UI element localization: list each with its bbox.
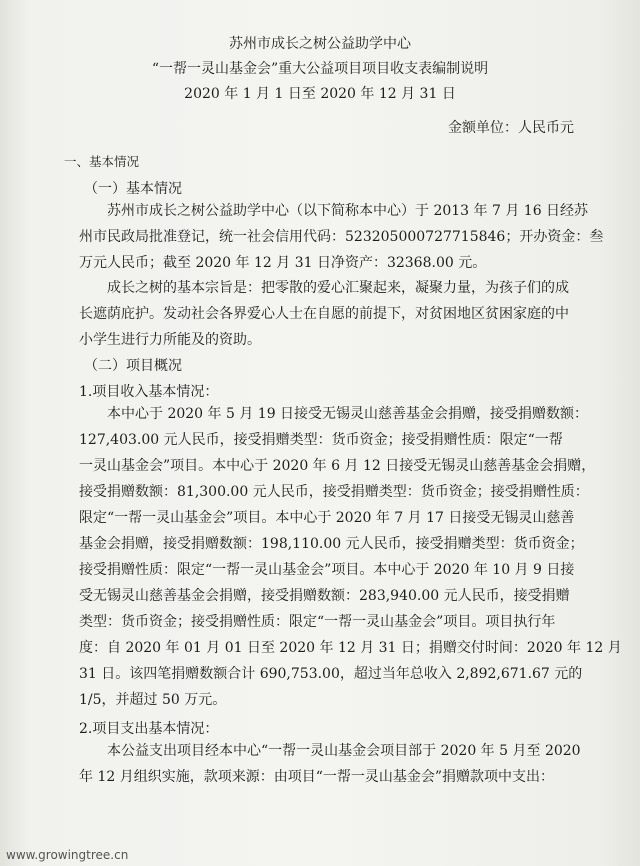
- text-line: 年 12 月组织实施，款项来源：由项目“一帮一灵山基金会”捐赠款项中支出：: [79, 769, 555, 785]
- text-line: 长遮荫庇护。发动社会各界爱心人士在自愿的前提下，对贫困地区贫困家庭的中: [79, 306, 569, 322]
- text-line: 万元人民币；截至 2020 年 12 月 31 日净资产：32368.00 元。: [79, 255, 487, 271]
- website-watermark: www.growingtree.cn: [6, 848, 129, 862]
- text-line: 基金会捐赠，接受捐赠数额：198,110.00 元人民币，接受捐赠类型：货币资金；: [79, 536, 584, 552]
- income-heading: 1.项目收入基本情况：: [79, 384, 219, 400]
- text-line: 受无锡灵山慈善基金会捐赠，接受捐赠数额：283,940.00 元人民币，接受捐赠: [79, 588, 570, 604]
- subsection-heading-project: （二）项目概况: [84, 358, 182, 374]
- income-paragraph: [79, 401, 622, 713]
- subsection-heading-basic: （一）基本情况: [84, 181, 182, 197]
- purpose-paragraph: [79, 275, 569, 353]
- section-heading-basic: 一、基本情况: [64, 154, 140, 169]
- org-name: 苏州市成长之树公益助学中心: [229, 36, 411, 52]
- basic-info-paragraph: [79, 198, 604, 276]
- text-line: 1/5，并超过 50 万元。: [79, 692, 227, 708]
- text-line: 成长之树的基本宗旨是：把零散的爱心汇聚起来，凝聚力量，为孩子们的成: [107, 280, 569, 296]
- text-line: 州市民政局批准登记，统一社会信用代码：523205000727715846；开办资金：叁: [79, 229, 604, 245]
- expense-paragraph: [79, 738, 581, 790]
- text-line: 接受捐赠性质：限定“一帮一灵山基金会”项目。本中心于 2020 年 10 月 9 日接: [79, 562, 575, 578]
- report-period: 2020 年 1 月 1 日至 2020 年 12 月 31 日: [184, 86, 456, 102]
- text-line: 小学生进行力所能及的资助。: [79, 332, 261, 348]
- expense-heading: 2.项目支出基本情况：: [79, 721, 219, 737]
- text-line: 本公益支出项目经本中心“一帮一灵山基金会项目部于 2020 年 5 月至 2020: [107, 743, 581, 759]
- document-title: “一帮一灵山基金会”重大公益项目项目收支表编制说明: [151, 61, 489, 77]
- text-line: 本中心于 2020 年 5 月 19 日接受无锡灵山慈善基金会捐赠，接受捐赠数额：: [107, 406, 589, 422]
- text-line: 限定“一帮一灵山基金会”项目。本中心于 2020 年 7 月 17 日接受无锡灵山慈善: [79, 510, 575, 526]
- text-line: 127,403.00 元人民币，接受捐赠类型：货币资金；接受捐赠性质：限定“一帮: [79, 432, 563, 448]
- text-line: 苏州市成长之树公益助学中心（以下简称本中心）于 2013 年 7 月 16 日经苏: [107, 203, 589, 219]
- text-line: 一灵山基金会”项目。本中心于 2020 年 6 月 12 日接受无锡灵山慈善基金会捐赠，: [79, 458, 596, 474]
- text-line: 度：自 2020 年 01 月 01 日至 2020 年 12 月 31 日；捐赠交付时间：2020 年 12 月: [79, 640, 622, 656]
- text-line: 31 日。该四笔捐赠数额合计 690,753.00，超过当年总收入 2,892,671.67 元的: [79, 666, 583, 682]
- currency-unit: 金额单位：人民币元: [448, 120, 574, 136]
- text-line: 类型：货币资金；接受捐赠性质：限定“一帮一灵山基金会”项目。项目执行年: [79, 614, 556, 630]
- text-line: 接受捐赠数额：81,300.00 元人民币，接受捐赠类型：货币资金；接受捐赠性质：: [79, 484, 589, 500]
- document-header: [0, 32, 640, 107]
